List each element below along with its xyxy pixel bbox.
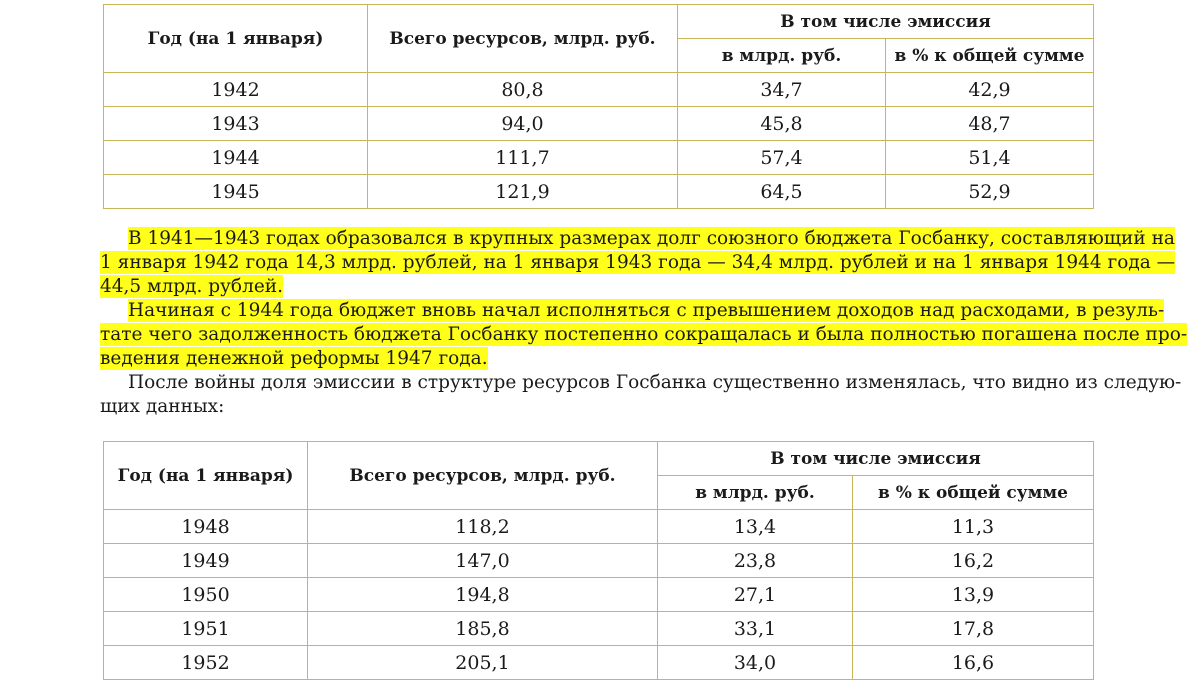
highlighted-line: Начиная с 1944 года бюджет вновь начал исполняться с превышением доходов над расходами, в резуль- <box>128 300 1165 321</box>
cell-emission-pct: 16,2 <box>853 544 1094 578</box>
cell-emission-bn: 34,0 <box>658 646 853 680</box>
cell-emission-pct: 16,6 <box>853 646 1094 680</box>
cell-total: 111,7 <box>368 141 678 175</box>
table-row <box>104 544 1094 578</box>
header-total-resources: Всего ресурсов, млрд. руб. <box>368 5 678 73</box>
cell-total: 80,8 <box>368 73 678 107</box>
table-row <box>104 107 1094 141</box>
text-line: щих данных: <box>100 396 225 417</box>
highlighted-line: ведения денежной реформы 1947 года. <box>100 348 488 369</box>
header-emission-pct: в % к общей сумме <box>853 476 1094 510</box>
cell-total: 147,0 <box>308 544 658 578</box>
header-total-resources: Всего ресурсов, млрд. руб. <box>308 442 658 510</box>
cell-total: 185,8 <box>308 612 658 646</box>
text-line: После войны доля эмиссии в структуре ресурсов Госбанка существенно изменялась, что видно из следую- <box>128 372 1182 393</box>
cell-emission-pct: 51,4 <box>886 141 1094 175</box>
cell-emission-bn: 33,1 <box>658 612 853 646</box>
paragraph-budget-debt <box>100 227 1176 299</box>
header-emission-pct: в % к общей сумме <box>886 39 1094 73</box>
cell-emission-bn: 13,4 <box>658 510 853 544</box>
body-text <box>100 227 1188 419</box>
table-row <box>104 141 1094 175</box>
cell-total: 194,8 <box>308 578 658 612</box>
header-emission-bn: в млрд. руб. <box>678 39 886 73</box>
cell-emission-pct: 17,8 <box>853 612 1094 646</box>
cell-emission-bn: 34,7 <box>678 73 886 107</box>
table-row <box>104 175 1094 209</box>
cell-total: 121,9 <box>368 175 678 209</box>
cell-year: 1943 <box>104 107 368 141</box>
cell-year: 1948 <box>104 510 308 544</box>
cell-emission-pct: 48,7 <box>886 107 1094 141</box>
cell-emission-bn: 23,8 <box>658 544 853 578</box>
cell-emission-bn: 45,8 <box>678 107 886 141</box>
highlighted-line: 44,5 млрд. рублей. <box>100 276 283 297</box>
cell-year: 1944 <box>104 141 368 175</box>
cell-year: 1952 <box>104 646 308 680</box>
cell-total: 205,1 <box>308 646 658 680</box>
cell-year: 1951 <box>104 612 308 646</box>
cell-year: 1945 <box>104 175 368 209</box>
table-row <box>104 646 1094 680</box>
cell-total: 118,2 <box>308 510 658 544</box>
resources-table-1942-1945 <box>103 4 1094 209</box>
cell-emission-pct: 13,9 <box>853 578 1094 612</box>
cell-emission-bn: 27,1 <box>658 578 853 612</box>
cell-year: 1942 <box>104 73 368 107</box>
paragraph-budget-surplus <box>100 299 1188 371</box>
header-emission-group: В том числе эмиссия <box>678 5 1094 39</box>
highlighted-line: тате чего задолженность бюджета Госбанку постепенно сокращалась и была полностью погашена после про- <box>100 324 1188 345</box>
header-emission-bn: в млрд. руб. <box>658 476 853 510</box>
cell-year: 1949 <box>104 544 308 578</box>
table-row <box>104 578 1094 612</box>
table-row <box>104 612 1094 646</box>
table-row <box>104 510 1094 544</box>
header-year: Год (на 1 января) <box>104 442 308 510</box>
cell-emission-bn: 57,4 <box>678 141 886 175</box>
cell-emission-bn: 64,5 <box>678 175 886 209</box>
cell-emission-pct: 42,9 <box>886 73 1094 107</box>
highlighted-line: В 1941—1943 годах образовался в крупных размерах долг союзного бюджета Госбанку, составляющий на <box>128 228 1175 249</box>
cell-emission-pct: 11,3 <box>853 510 1094 544</box>
resources-table-1948-1952 <box>103 441 1094 680</box>
header-emission-group: В том числе эмиссия <box>658 442 1094 476</box>
cell-total: 94,0 <box>368 107 678 141</box>
cell-year: 1950 <box>104 578 308 612</box>
paragraph-postwar <box>100 371 1182 419</box>
header-year: Год (на 1 января) <box>104 5 368 73</box>
cell-emission-pct: 52,9 <box>886 175 1094 209</box>
table-row <box>104 73 1094 107</box>
highlighted-line: 1 января 1942 года 14,3 млрд. рублей, на 1 января 1943 года — 34,4 млрд. рублей и на 1 января 1944 года — <box>100 252 1176 273</box>
